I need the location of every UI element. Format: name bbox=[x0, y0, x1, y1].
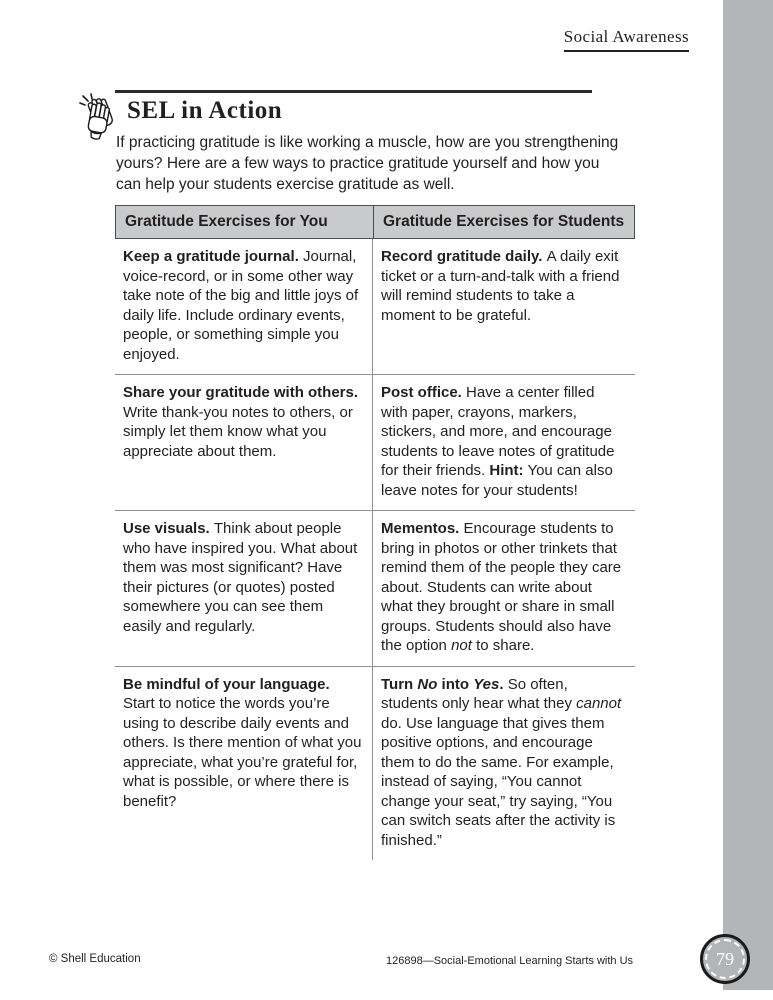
gratitude-exercises-table bbox=[115, 205, 635, 860]
table-row bbox=[115, 375, 635, 511]
table-cell-left: Use visuals. Think about people who have inspired you. What about them was most significant? Have their pictures (or quotes) posted somewhere you can see them easily and regularly. bbox=[115, 511, 373, 666]
table-header-students: Gratitude Exercises for Students bbox=[383, 213, 625, 230]
running-head-section-label: Social Awareness bbox=[564, 27, 689, 52]
table-cell-left: Keep a gratitude journal. Journal, voice-record, or in some other way take note of the big and little joys of daily life. Include ordinary events, people, or something simple you enjoyed. bbox=[115, 239, 373, 374]
table-cell-left: Share your gratitude with others. Write thank-you notes to others, or simply let them know what you appreciate about them. bbox=[115, 375, 373, 510]
table-header-you: Gratitude Exercises for You bbox=[116, 206, 374, 238]
clapping-hands-icon bbox=[79, 93, 121, 141]
table-cell-right: Mementos. Encourage students to bring in photos or other trinkets that remind them of the people they care about. Students can write about what they brought or share in small groups. Students should also have the option not to share. bbox=[381, 520, 622, 654]
section-rule-line bbox=[115, 90, 592, 93]
page-title: SEL in Action bbox=[127, 97, 283, 124]
table-cell-right: Post office. Have a center filled with paper, crayons, markers, stickers, and more, and encourage students to leave notes of gratitude for their friends. Hint: You can also leave notes for your students! bbox=[381, 384, 615, 499]
page-number-badge bbox=[700, 934, 750, 984]
book-credit-text: 126898—Social-Emotional Learning Starts with Us bbox=[386, 955, 634, 967]
table-cell-right: Turn No into Yes. So often, students only hear what they cannot do. Use language that gives them positive options, and encourage them to do the same. For example, instead of saying, “You cannot change your seat,” try saying, “You can switch seats after the activity is finished.” bbox=[381, 675, 622, 849]
page-edge-gray-bar bbox=[723, 0, 773, 990]
table-header-row bbox=[115, 205, 635, 239]
table-row bbox=[115, 239, 635, 375]
table-cell-right: Record gratitude daily. A daily exit ticket or a turn-and-talk with a friend will remind students to take a moment to be grateful. bbox=[381, 248, 620, 324]
page-number: 79 bbox=[705, 939, 745, 979]
table-row bbox=[115, 667, 635, 861]
copyright-text: © Shell Education bbox=[49, 953, 141, 965]
table-row bbox=[115, 511, 635, 667]
table-body bbox=[115, 239, 635, 860]
table-cell-left: Be mindful of your language. Start to notice the words you’re using to describe daily events and others. Is there mention of what you appreciate, what you’re grateful for, what is possible, or where there is benefit? bbox=[115, 667, 373, 861]
intro-paragraph: If practicing gratitude is like working a muscle, how are you strengthening yours? Here are a few ways to practice gratitude yourself and how you can help your students exercise gratitude as well. bbox=[116, 134, 619, 193]
